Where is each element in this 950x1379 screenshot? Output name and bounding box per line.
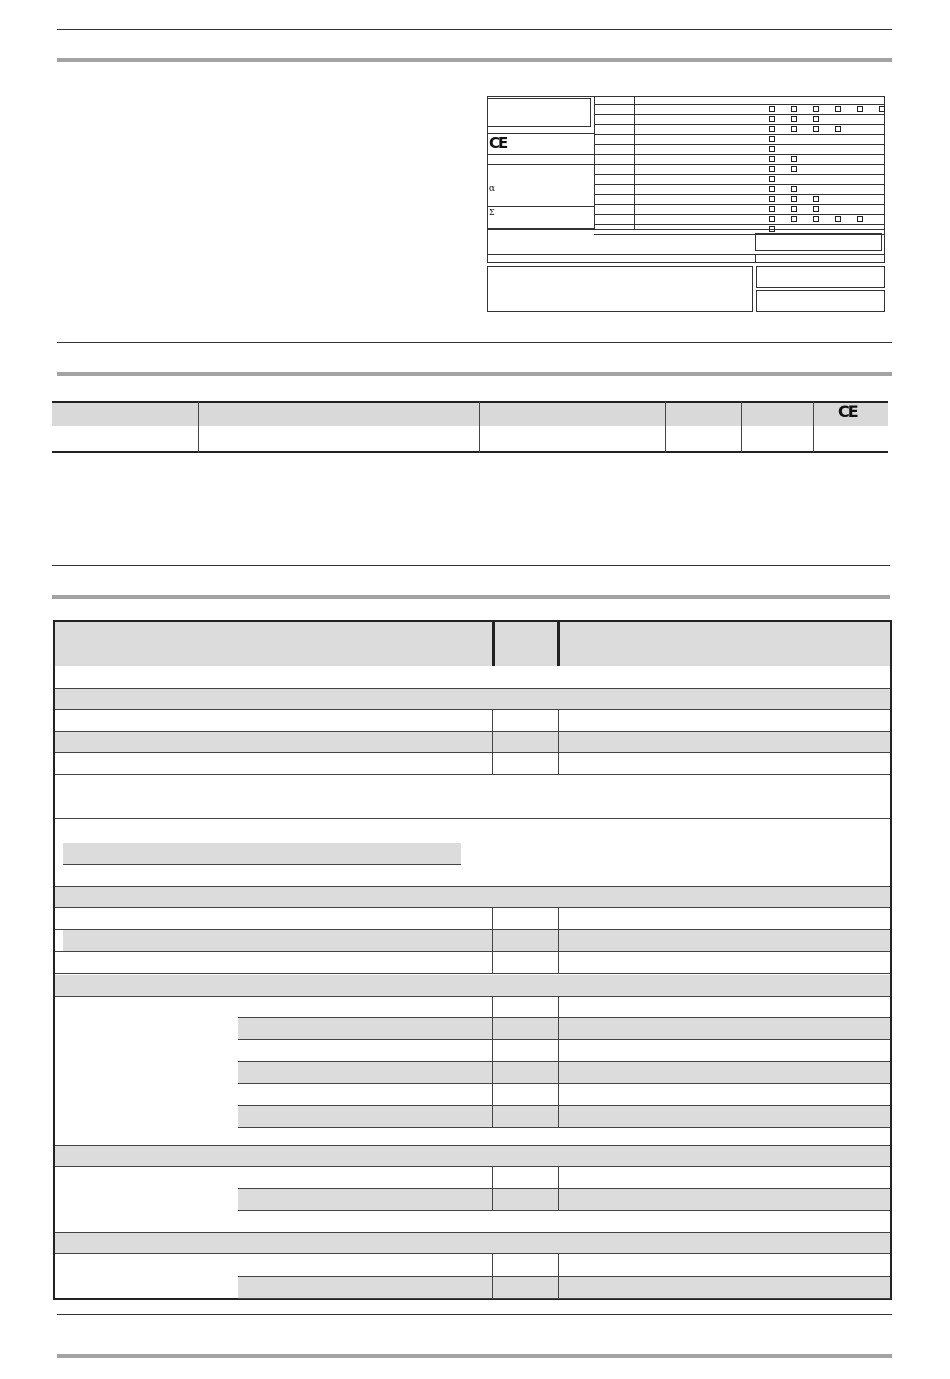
product-table-row	[52, 426, 888, 453]
label-grid-row-line	[594, 224, 885, 225]
label-grid-row-line	[594, 104, 885, 105]
spec-row-line	[238, 1276, 890, 1277]
label-checkbox	[813, 116, 819, 122]
label-checkbox	[835, 106, 841, 112]
label-checkbox	[791, 216, 797, 222]
spec-subrow-band	[238, 1277, 890, 1298]
label-checkbox	[769, 106, 775, 112]
label-address-box	[487, 266, 753, 312]
label-checkbox	[813, 206, 819, 212]
label-checkbox	[769, 216, 775, 222]
label-checkbox	[769, 206, 775, 212]
section2-top-rule	[57, 342, 892, 343]
label-checkbox	[791, 126, 797, 132]
spec-col-line	[558, 1253, 559, 1298]
spec-row-line	[238, 1083, 890, 1084]
spec-row-line	[55, 752, 890, 753]
label-checkbox	[813, 106, 819, 112]
label-checkbox	[769, 166, 775, 172]
spec-col-line	[558, 996, 559, 1128]
label-checkbox	[835, 126, 841, 132]
label-checkbox	[791, 106, 797, 112]
spec-row-line	[55, 1253, 890, 1254]
spec-col-line	[492, 1253, 493, 1298]
spec-subrow-band	[238, 1106, 890, 1127]
spec-col-line	[492, 996, 493, 1128]
spec-row-line	[55, 818, 890, 819]
label-grid-row-line	[594, 144, 885, 145]
spec-row-line	[55, 907, 890, 908]
spec-row-line	[238, 1127, 890, 1128]
spec-subrow-band	[238, 1018, 890, 1039]
label-checkbox	[769, 146, 775, 152]
spec-row-line	[55, 1166, 890, 1167]
spec-subrow-band	[238, 1062, 890, 1083]
spec-col-line	[492, 907, 493, 973]
label-grid-row-line	[594, 204, 885, 205]
spec-row-line	[55, 1232, 890, 1233]
label-checkbox	[857, 216, 863, 222]
spec-row-line	[55, 688, 890, 689]
label-checkbox	[769, 126, 775, 132]
label-grid-row-line	[594, 194, 885, 195]
spec-row-line	[238, 1105, 890, 1106]
product-table-header	[52, 401, 888, 426]
spec-group-band	[55, 1145, 890, 1166]
spec-group-band	[55, 731, 890, 752]
label-checkbox	[769, 116, 775, 122]
spec-row-line	[55, 929, 890, 930]
spec-row-line	[55, 774, 890, 775]
spec-subrow-band	[63, 930, 890, 951]
label-grid-row-line	[594, 154, 885, 155]
top-rule	[57, 29, 892, 30]
spec-header-divider	[492, 622, 495, 666]
footer-gray-rule	[57, 1354, 892, 1358]
spec-col-line	[558, 907, 559, 973]
section1-rule	[57, 58, 892, 62]
label-code-box-2	[756, 290, 885, 312]
spec-subrow-band	[238, 1189, 890, 1210]
label-grid-row-line	[594, 164, 885, 165]
spec-row-line	[238, 1039, 890, 1040]
spec-group-band	[55, 689, 890, 709]
label-checkbox	[791, 116, 797, 122]
label-checkbox	[813, 196, 819, 202]
spec-col-line	[492, 709, 493, 775]
label-checkbox	[769, 136, 775, 142]
label-checkbox	[879, 106, 885, 112]
ce-mark-icon: CE	[489, 134, 507, 152]
spec-row-line	[238, 1188, 890, 1189]
sigma-symbol: Σ	[489, 208, 495, 217]
spec-row-line	[55, 886, 890, 887]
footer-rule	[57, 1314, 892, 1315]
spec-row-line	[55, 996, 890, 997]
label-checkbox	[769, 176, 775, 182]
spec-row-line	[55, 973, 890, 974]
spec-row-line	[55, 731, 890, 732]
spec-group-band	[55, 886, 890, 907]
spec-row-line	[55, 1145, 890, 1146]
spec-row-line	[55, 951, 890, 952]
spec-header-divider	[557, 622, 560, 666]
spec-row-line	[238, 1061, 890, 1062]
spec-col-line	[558, 709, 559, 775]
label-checkbox	[769, 196, 775, 202]
label-grid-row-line	[594, 114, 885, 115]
rating-label	[487, 96, 885, 312]
label-code-box-1	[756, 266, 885, 288]
label-checkbox	[791, 156, 797, 162]
label-grid-row-line	[594, 214, 885, 215]
label-checkbox	[813, 216, 819, 222]
label-checkbox	[835, 216, 841, 222]
label-serial-box	[755, 233, 882, 251]
label-checkbox	[791, 196, 797, 202]
label-grid-row-line	[594, 174, 885, 175]
label-grid-row-line	[594, 124, 885, 125]
spec-col-line	[558, 1166, 559, 1210]
spec-row-line	[55, 709, 890, 710]
label-grid-row-line	[594, 134, 885, 135]
label-checkbox	[813, 126, 819, 132]
spec-header-band	[55, 622, 890, 666]
spec-input-band	[63, 843, 461, 864]
spec-col-line	[492, 1166, 493, 1210]
label-checkbox	[791, 186, 797, 192]
spec-row-line	[238, 1017, 890, 1018]
label-grid-row-line	[594, 184, 885, 185]
label-checkbox	[769, 156, 775, 162]
section3-top-rule	[52, 565, 890, 566]
spec-row-line	[238, 1210, 890, 1211]
label-left-panel	[487, 96, 594, 229]
label-checkbox	[791, 166, 797, 172]
label-checkbox	[769, 186, 775, 192]
product-ce-mark-icon: CE	[838, 402, 857, 421]
alpha-symbol: α	[489, 184, 496, 194]
spec-group-band	[55, 1232, 890, 1253]
label-checkbox	[791, 206, 797, 212]
label-checkbox	[857, 106, 863, 112]
spec-input-line	[63, 864, 461, 865]
spec-row-line	[238, 1298, 890, 1299]
section2-rule	[57, 372, 892, 376]
section3-rule	[52, 595, 890, 599]
spec-group-band	[55, 975, 890, 996]
